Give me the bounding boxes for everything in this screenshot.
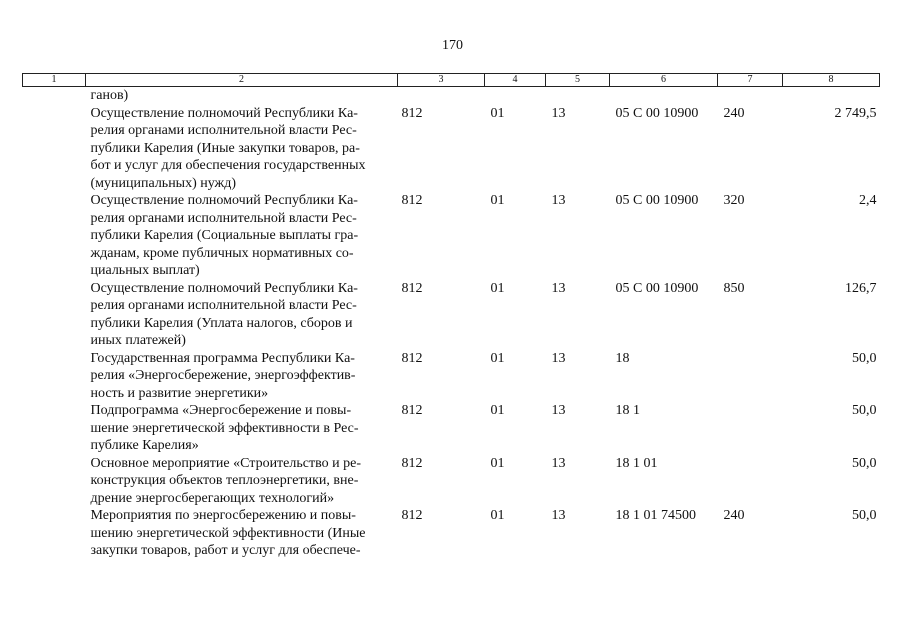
description-line: релия «Энергосбережение, энергоэффектив- xyxy=(90,368,356,383)
description-line: Осуществление полномочий Республики Ка- xyxy=(90,193,358,208)
description-line: публики Карелия (Иные закупки товаров, ра- xyxy=(90,140,360,156)
subsection-code: 13 xyxy=(551,280,566,296)
description-line: шению энергетической эффективности (Иные xyxy=(90,525,366,541)
continuation-text: ганов) xyxy=(90,88,129,103)
section-code: 01 xyxy=(490,193,505,208)
page-number: 170 xyxy=(442,38,463,53)
amount: 50,0 xyxy=(852,455,877,471)
description-line: Осуществление полномочий Республики Ка- xyxy=(90,280,358,296)
ministry-code: 812 xyxy=(401,403,423,418)
description-line: Государственная программа Республики Ка- xyxy=(90,350,355,366)
target-article-code: 05 С 00 10900 xyxy=(615,105,699,121)
description-line: публике Карелия» xyxy=(90,438,199,453)
description-line: релия органами исполнительной власти Рес- xyxy=(90,123,357,138)
expense-type-code: 320 xyxy=(723,193,745,208)
row-description xyxy=(86,192,398,280)
column-header-3: 3 xyxy=(398,74,485,87)
row-description xyxy=(86,280,398,350)
expense-type-code xyxy=(718,350,783,403)
amount: 2 749,5 xyxy=(834,105,877,121)
amount: 126,7 xyxy=(845,280,877,296)
row-col-1 xyxy=(23,192,86,280)
table-row xyxy=(23,402,880,455)
description-line: публики Карелия (Уплата налогов, сборов и xyxy=(90,315,353,331)
expense-type-code xyxy=(718,402,783,455)
section-code: 01 xyxy=(490,455,505,471)
target-article-code: 05 С 00 10900 xyxy=(615,280,699,296)
budget-table xyxy=(22,73,880,560)
table-row xyxy=(23,455,880,508)
expense-type-code: 240 xyxy=(723,508,745,523)
amount: 50,0 xyxy=(852,350,877,366)
subsection-code: 13 xyxy=(551,350,566,366)
row-col-1 xyxy=(23,455,86,508)
table-row xyxy=(23,507,880,560)
section-code: 01 xyxy=(490,350,505,366)
row-col-1 xyxy=(23,350,86,403)
ministry-code: 812 xyxy=(401,280,423,296)
row-col-1 xyxy=(23,507,86,560)
target-article-code: 18 1 xyxy=(615,403,640,418)
description-line: иных платежей) xyxy=(90,333,186,348)
row-col-1 xyxy=(23,105,86,193)
description-line: закупки товаров, работ и услуг для обеспече- xyxy=(90,543,361,558)
expense-type-code: 240 xyxy=(723,105,745,121)
expense-type-code: 850 xyxy=(723,280,745,296)
description-line: конструкция объектов теплоэнергетики, вне- xyxy=(90,473,359,488)
subsection-code: 13 xyxy=(551,403,566,418)
column-header-8: 8 xyxy=(783,74,880,87)
description-line: Основное мероприятие «Строительство и ре- xyxy=(90,455,361,471)
amount: 50,0 xyxy=(852,403,877,418)
ministry-code: 812 xyxy=(401,105,423,121)
description-line: Подпрограмма «Энергосбережение и повы- xyxy=(90,403,352,418)
column-header-1: 1 xyxy=(23,74,86,87)
row-description xyxy=(86,350,398,403)
section-code: 01 xyxy=(490,403,505,418)
description-line: релия органами исполнительной власти Рес- xyxy=(90,298,357,313)
row-description xyxy=(86,105,398,193)
table-row xyxy=(23,280,880,350)
subsection-code: 13 xyxy=(551,508,566,523)
description-line: дрение энергосберегающих технологий» xyxy=(90,490,335,506)
row-col-1 xyxy=(23,280,86,350)
description-line: релия органами исполнительной власти Рес- xyxy=(90,210,357,226)
column-header-2: 2 xyxy=(86,74,398,87)
continuation-row xyxy=(23,87,880,105)
column-header-4: 4 xyxy=(485,74,546,87)
ministry-code: 812 xyxy=(401,193,423,208)
ministry-code: 812 xyxy=(401,350,423,366)
target-article-code: 18 1 01 74500 xyxy=(615,508,696,523)
section-code: 01 xyxy=(490,508,505,523)
row-col-1 xyxy=(23,402,86,455)
subsection-code: 13 xyxy=(551,455,566,471)
table-row xyxy=(23,192,880,280)
target-article-code: 18 1 01 xyxy=(615,455,658,471)
column-number-header-row xyxy=(23,74,880,87)
target-article-code: 05 С 00 10900 xyxy=(615,193,699,208)
description-line: Мероприятия по энергосбережению и повы- xyxy=(90,508,356,523)
description-line: публики Карелия (Социальные выплаты гра- xyxy=(90,228,359,243)
expense-type-code xyxy=(718,455,783,508)
description-line: Осуществление полномочий Республики Ка- xyxy=(90,105,358,121)
column-header-5: 5 xyxy=(546,74,610,87)
description-line: (муниципальных) нужд) xyxy=(90,175,237,191)
subsection-code: 13 xyxy=(551,105,566,121)
column-header-7: 7 xyxy=(718,74,783,87)
row-description xyxy=(86,455,398,508)
ministry-code: 812 xyxy=(401,508,423,523)
table-row xyxy=(23,105,880,193)
section-code: 01 xyxy=(490,105,505,121)
description-line: циальных выплат) xyxy=(90,263,200,278)
row-description xyxy=(86,507,398,560)
row-description xyxy=(86,402,398,455)
column-header-6: 6 xyxy=(610,74,718,87)
section-code: 01 xyxy=(490,280,505,296)
description-line: жданам, кроме публичных нормативных со- xyxy=(90,245,354,261)
amount: 2,4 xyxy=(859,193,877,208)
target-article-code: 18 xyxy=(615,350,630,366)
subsection-code: 13 xyxy=(551,193,566,208)
table-row xyxy=(23,350,880,403)
amount: 50,0 xyxy=(852,508,877,523)
description-line: бот и услуг для обеспечения государственных xyxy=(90,158,366,173)
ministry-code: 812 xyxy=(401,455,423,471)
description-line: ность и развитие энергетики» xyxy=(90,385,269,401)
description-line: шение энергетической эффективности в Рес- xyxy=(90,420,359,436)
